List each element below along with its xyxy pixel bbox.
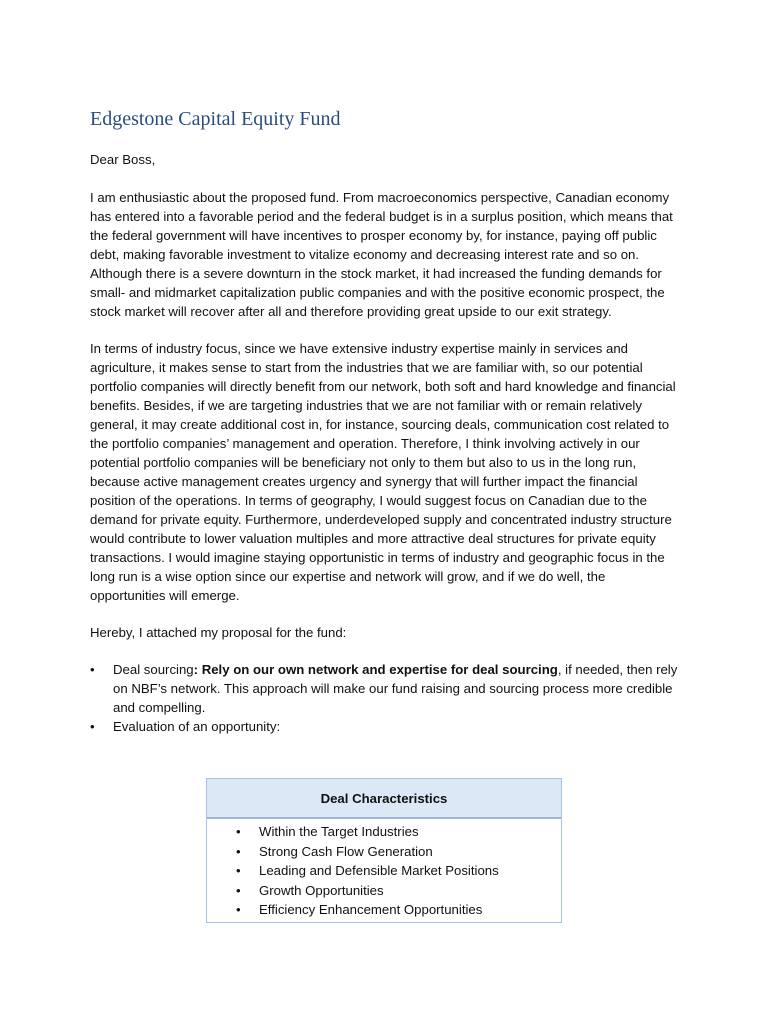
deal-characteristics-list [207,819,561,922]
deal-sourcing-detail: , if needed, then rely on NBF’s network. This approach will make our fund raising and sourcing process more credible and compelling. [113,662,678,715]
bullet-icon: • [236,882,241,898]
list-item [207,900,561,920]
deal-characteristic-label: Leading and Defensible Market Positions [259,863,499,879]
list-item [207,881,561,901]
evaluation-label: Evaluation of an opportunity: [113,719,281,734]
paragraph-macroeconomics: I am enthusiastic about the proposed fund. From macroeconomics perspective, Canadian economy has entered into a favorable period and the federal budget is in a surplus position, which means that the federal government will have incentives to prosper economy by, for instance, paying off public debt, making favorable investment to vitalize economy and decreasing interest rate and so on. Although there is a severe downturn in the stock market, it had increased the funding demands for small- and midmarket capitalization public companies and with the positive economic prospect, the stock market will recover after all and therefore providing great upside to our exit strategy. [90,190,673,319]
bullet-icon: • [236,843,241,859]
list-item-evaluation [90,717,680,736]
deal-sourcing-label: Deal sourcing [113,662,194,677]
deal-characteristic-label: Growth Opportunities [259,882,384,898]
deal-sourcing-emphasis: : Rely on our own network and expertise for deal sourcing [193,662,558,677]
deal-characteristics-header: Deal Characteristics [207,779,561,819]
list-item [207,861,561,881]
bullet-icon: • [236,824,241,839]
deal-characteristic-label: Strong Cash Flow Generation [259,843,433,859]
deal-characteristics-table [206,778,562,923]
list-item [207,842,561,862]
paragraph-industry-focus: In terms of industry focus, since we have extensive industry expertise mainly in services and agriculture, it makes sense to start from the industries that we are familiar with, so our potential portfolio companies will directly benefit from our network, both soft and hard knowledge and financial benefits. Besides, if we are targeting industries that we are not familiar with or remain relatively general, it may create additional cost in, for instance, sourcing deals, communication cost related to the portfolio companies’ management and operation. Therefore, I think involving actively in our potential portfolio companies will be beneficiary not only to them but also to us in the long run, because active management creates urgency and synergy that will further impact the financial position of the operations. In terms of geography, I would suggest focus on Canadian due to the demand for private equity. Furthermore, underdeveloped supply and concentrated industry structure would contribute to lower valuation multiples and more attractive deal structures for private equity transactions. I would imagine staying opportunistic in terms of industry and geographic focus in the long run is a wise option since our expertise and network will grow, and if we do well, the opportunities will emerge. [90,341,676,603]
list-item-deal-sourcing [90,660,680,717]
bullet-icon: • [90,662,95,677]
deal-characteristic-label: Efficiency Enhancement Opportunities [259,902,483,918]
greeting: Dear Boss, [90,152,156,167]
proposal-bullet-list [90,660,680,736]
list-item [207,822,561,842]
document-title: Edgestone Capital Equity Fund [90,108,341,130]
bullet-icon: • [236,863,241,879]
deal-characteristic-label: Within the Target Industries [259,824,419,839]
paragraph-proposal-intro: Hereby, I attached my proposal for the fund: [90,625,347,640]
letter-body [90,150,680,736]
bullet-icon: • [90,719,95,734]
bullet-icon: • [236,902,241,918]
